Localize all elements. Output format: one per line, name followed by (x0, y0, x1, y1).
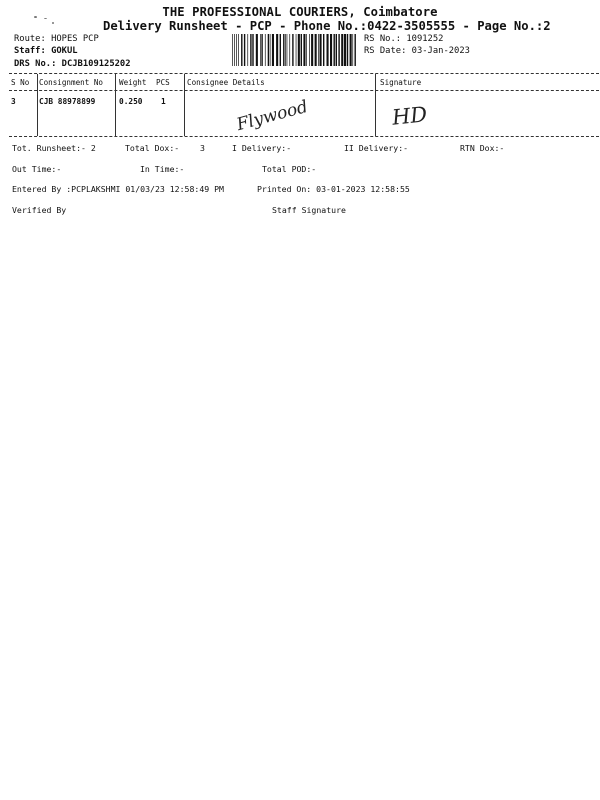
column-divider (115, 74, 116, 136)
ii-delivery: II Delivery:- (344, 143, 409, 153)
barcode-bar (296, 34, 297, 66)
row-sno: 3 (11, 97, 16, 106)
column-header-consignment: Consignment No (39, 78, 104, 87)
rtn-dox: RTN Dox:- (460, 143, 505, 153)
barcode-bar (336, 34, 337, 66)
barcode-bar (241, 34, 242, 66)
barcode-bar (261, 34, 262, 66)
barcode-bar (232, 34, 233, 66)
out-time: Out Time:- (12, 164, 62, 174)
table-top-rule (9, 73, 599, 74)
barcode-bar (280, 34, 281, 66)
handwritten-consignee: Flywood (234, 96, 311, 136)
barcode-bar (318, 34, 319, 66)
handwritten-signature: HD (390, 102, 429, 130)
column-divider (375, 74, 376, 136)
printed-on: Printed On: 03-01-2023 12:58:55 (257, 184, 410, 194)
rs-number: RS No.: 1091252 (364, 34, 444, 44)
total-pod: Total POD:- (262, 164, 317, 174)
route-label: Route: HOPES PCP (14, 34, 99, 44)
column-divider (184, 74, 185, 136)
company-title: THE PROFESSIONAL COURIERS, Coimbatore (162, 5, 438, 19)
barcode-bar (268, 34, 269, 66)
barcode-bar (265, 34, 266, 66)
barcode-bar (323, 34, 324, 66)
row-pcs: 1 (161, 97, 166, 106)
barcode-bar (287, 34, 288, 66)
barcode-bar (247, 34, 248, 66)
barcode-bar (338, 34, 339, 66)
staff-signature: Staff Signature (272, 205, 346, 215)
entered-by: Entered By :PCPLAKSHMI 01/03/23 12:58:49 PM (12, 184, 224, 194)
barcode-bar (341, 34, 343, 66)
barcode-bar (315, 34, 317, 66)
rs-date: RS Date: 03-Jan-2023 (364, 46, 470, 56)
total-dox-value: 3 (200, 143, 205, 153)
barcode-bar (347, 34, 348, 66)
table-header-rule (9, 90, 599, 91)
barcode-bar (352, 34, 353, 66)
column-header-weight: Weight (119, 78, 147, 87)
barcode-bar (303, 34, 305, 66)
barcode-bar (285, 34, 286, 66)
barcode-bar (289, 34, 290, 66)
drs-barcode (232, 34, 356, 66)
barcode-bar (344, 34, 346, 66)
total-dox-label: Total Dox:- (125, 143, 180, 153)
row-weight: 0.250 (119, 97, 143, 106)
barcode-bar (327, 34, 329, 66)
barcode-bar (298, 34, 300, 66)
barcode-bar (272, 34, 274, 66)
barcode-bar (301, 34, 302, 66)
column-header-sno: S No (11, 78, 30, 87)
barcode-bar (306, 34, 307, 66)
i-delivery: I Delivery:- (232, 143, 292, 153)
barcode-bar (311, 34, 313, 66)
row-consignment-number: CJB 88978899 (39, 97, 96, 106)
barcode-bar (256, 34, 258, 66)
in-time: In Time:- (140, 164, 185, 174)
barcode-bar (350, 34, 352, 66)
barcode-bar (320, 34, 322, 66)
barcode-bar (334, 34, 335, 66)
barcode-bar (236, 34, 237, 66)
barcode-bar (283, 34, 284, 66)
column-divider (37, 74, 38, 136)
staff-label: Staff: GOKUL (14, 46, 78, 56)
barcode-bar (260, 34, 261, 66)
barcode-bar (355, 34, 356, 66)
tot-runsheet: Tot. Runsheet:- 2 (12, 143, 96, 153)
barcode-bar (270, 34, 271, 66)
barcode-bar (244, 34, 245, 66)
barcode-bar (250, 34, 251, 66)
barcode-bar (252, 34, 253, 66)
drs-number: DRS No.: DCJB109125202 (14, 59, 131, 69)
barcode-bar (292, 34, 293, 66)
verified-by: Verified By (12, 205, 67, 215)
scan-speck (52, 22, 54, 24)
table-bottom-rule (9, 136, 599, 137)
column-header-consignee: Consignee Details (187, 78, 265, 87)
barcode-bar (309, 34, 310, 66)
column-header-signature: Signature (380, 78, 422, 87)
column-header-pcs: PCS (156, 78, 170, 87)
runsheet-subtitle: Delivery Runsheet - PCP - Phone No.:0422-3505555 - Page No.:2 (103, 19, 551, 33)
barcode-bar (276, 34, 278, 66)
barcode-bar (330, 34, 332, 66)
barcode-bar (238, 34, 239, 66)
barcode-bar (234, 34, 235, 66)
